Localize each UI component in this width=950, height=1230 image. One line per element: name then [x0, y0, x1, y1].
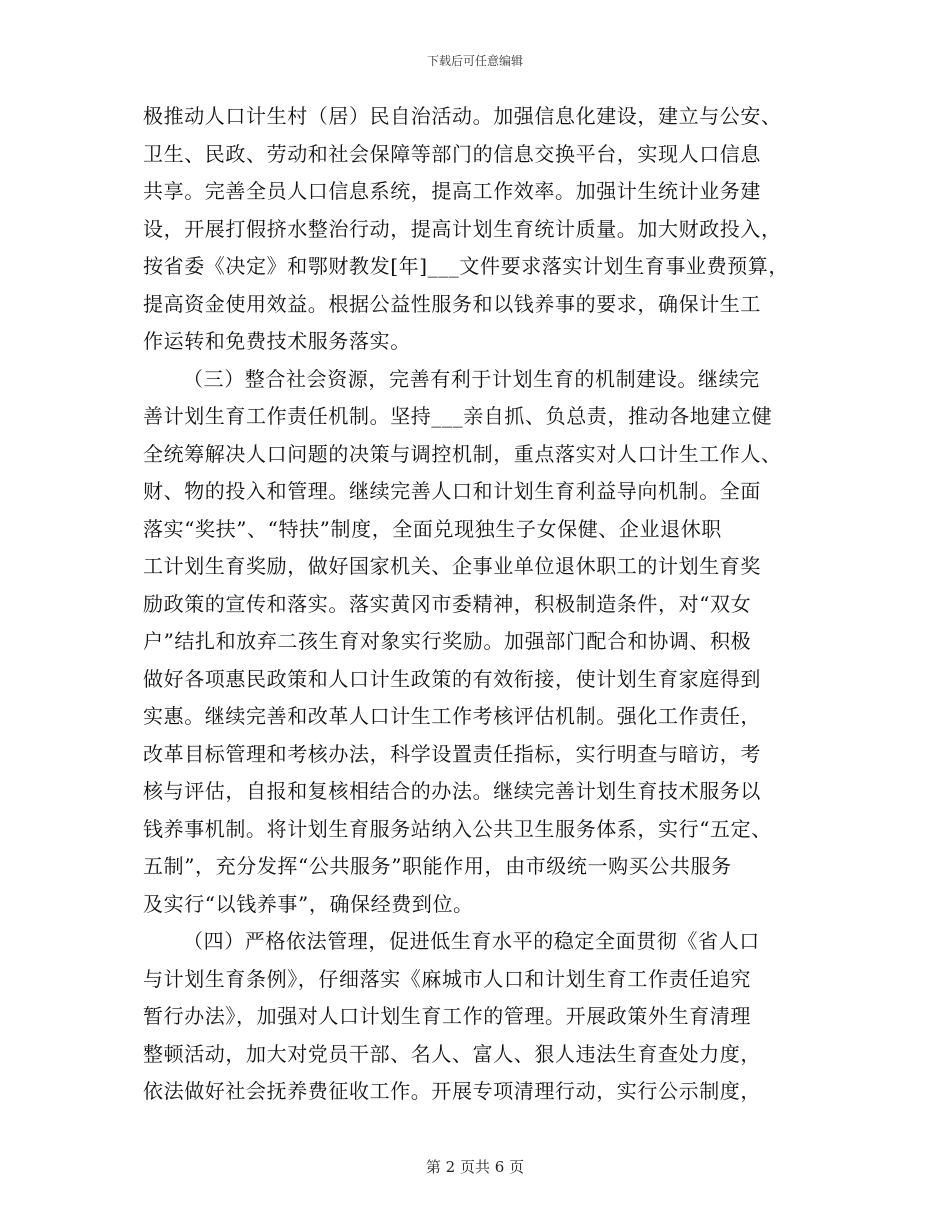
text-line: 与计划生育条例》，仔细落实《麻城市人口和计划生育工作责任追究: [143, 966, 751, 991]
text-line: 全统筹解决人口问题的决策与调控机制，重点落实对人口计生工作人、: [143, 441, 782, 466]
text-line: 工计划生育奖励，做好国家机关、企事业单位退休职工的计划生育奖: [143, 554, 761, 578]
text-line: 财、物的投入和管理。继续完善人口和计划生育利益导向机制。全面: [143, 479, 761, 503]
text-line: 实惠。继续完善和改革人口计生工作考核评估机制。强化工作责任，: [143, 704, 761, 728]
text-line: 户”结扎和放弃二孩生育对象实行奖励。加强部门配合和协调、积极: [143, 629, 752, 653]
text-line: 善计划生育工作责任机制。坚持___亲自抓、负总责，推动各地建立健: [143, 404, 773, 428]
text-line: 励政策的宣传和落实。落实黄冈市委精神，积极制造条件，对“双女: [143, 591, 752, 616]
text-line: 做好各项惠民政策和人口计生政策的有效衔接，使计划生育家庭得到: [143, 666, 761, 691]
text-line: 设，开展打假挤水整治行动，提高计划生育统计质量。加大财政投入，: [143, 216, 782, 241]
text-line: 极推动人口计生村（居）民自治活动。加强信息化建设，建立与公安、: [143, 104, 782, 128]
text-line: 依法做好社会抚养费征收工作。开展专项清理行动，实行公示制度，: [143, 1079, 761, 1103]
text-line: 作运转和免费技术服务落实。: [143, 329, 411, 353]
text-line: 改革目标管理和考核办法，科学设置责任指标，实行明查与暗访，考: [143, 741, 761, 766]
text-line: 按省委《决定》和鄂财教发[年]___文件要求落实计划生育事业费预算，: [143, 254, 790, 278]
text-line: 钱养事机制。将计划生育服务站纳入公共卫生服务体系，实行“五定、: [143, 816, 772, 841]
text-line: 核与评估，自报和复核相结合的办法。继续完善计划生育技术服务以: [143, 779, 761, 803]
text-line: 共享。完善全员人口信息系统，提高工作效率。加强计生统计业务建: [143, 179, 761, 203]
document-body: [143, 98, 823, 1111]
text-line: 整顿活动，加大对党员干部、名人、富人、狠人违法生育查处力度，: [143, 1041, 761, 1066]
text-line: 暂行办法》，加强对人口计划生育工作的管理。开展政策外生育清理: [143, 1004, 751, 1028]
text-line: 落实“奖扶”、“特扶”制度，全面兑现独生子女保健、企业退休职: [143, 516, 722, 541]
text-line: 提高资金使用效益。根据公益性服务和以钱养事的要求，确保计生工: [143, 291, 761, 316]
page-header: 下载后可任意编辑: [426, 54, 523, 68]
text-line: 五制”，充分发挥“公共服务”职能作用，由市级统一购买公共服务: [143, 854, 732, 878]
section-heading-line: （三）整合社会资源，完善有利于计划生育的机制建设。继续完: [183, 366, 760, 391]
text-line: 卫生、民政、劳动和社会保障等部门的信息交换平台，实现人口信息: [143, 141, 761, 166]
section-heading-line: （四）严格依法管理，促进低生育水平的稳定全面贯彻《省人口: [183, 929, 760, 953]
text-line: 及实行“以钱养事”，确保经费到位。: [143, 891, 474, 916]
page-number-footer: 第 2 页共 6 页: [425, 1158, 525, 1176]
